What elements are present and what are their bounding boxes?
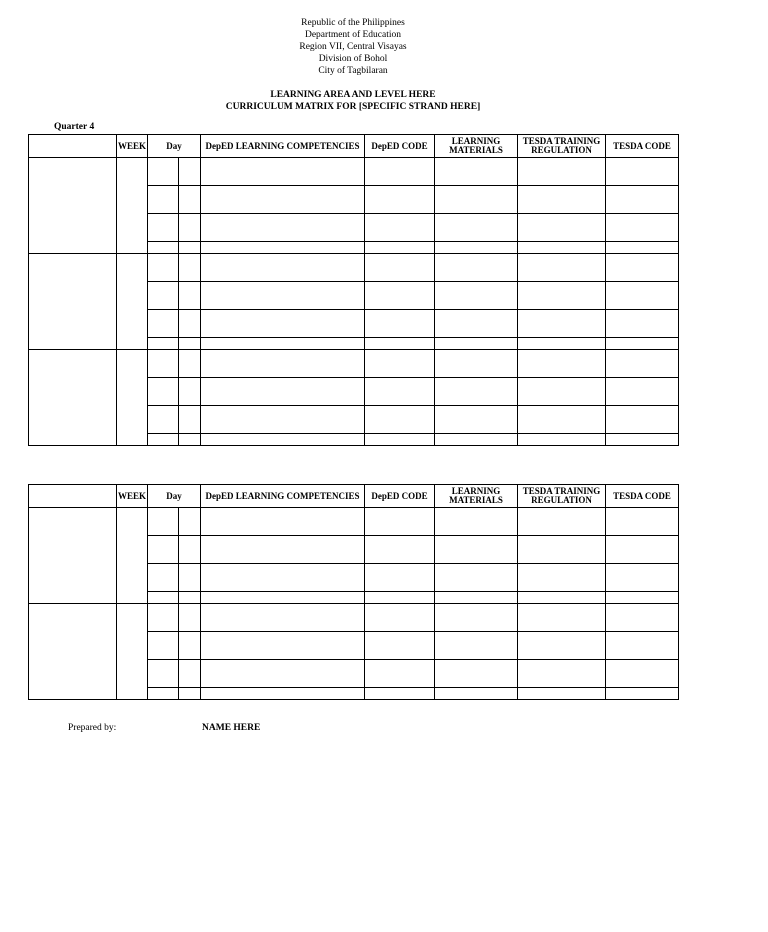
competency-cell[interactable] bbox=[201, 604, 365, 632]
tesda-regulation-header-text: TESDA TRAINING bbox=[522, 136, 601, 146]
day-cell[interactable] bbox=[148, 158, 179, 186]
tesda-code-cell[interactable] bbox=[606, 378, 679, 406]
regulation-cell[interactable] bbox=[518, 158, 606, 186]
day-sub-cell[interactable] bbox=[179, 350, 201, 378]
regulation-cell[interactable] bbox=[518, 508, 606, 536]
prepared-by-label: Prepared by: bbox=[68, 723, 117, 733]
preparer-name: NAME HERE bbox=[202, 723, 261, 733]
deped-code-cell[interactable] bbox=[365, 282, 435, 310]
materials-cell[interactable] bbox=[435, 406, 518, 434]
deped-code-cell[interactable] bbox=[365, 632, 435, 660]
regulation-cell[interactable] bbox=[518, 338, 606, 350]
day-cell[interactable] bbox=[148, 508, 179, 536]
competency-cell[interactable] bbox=[201, 310, 365, 338]
day-sub-cell[interactable] bbox=[179, 242, 201, 254]
materials-cell[interactable] bbox=[435, 604, 518, 632]
tesda-code-cell[interactable] bbox=[606, 186, 679, 214]
subject-cell[interactable] bbox=[29, 158, 117, 254]
deped-code-cell[interactable] bbox=[365, 688, 435, 700]
deped-code-cell[interactable] bbox=[365, 158, 435, 186]
day-header-text: Day bbox=[166, 140, 182, 151]
week-cell[interactable] bbox=[117, 254, 148, 350]
materials-cell[interactable] bbox=[435, 378, 518, 406]
tesda-code-header bbox=[606, 135, 679, 158]
tesda-code-cell[interactable] bbox=[606, 282, 679, 310]
regulation-cell[interactable] bbox=[518, 282, 606, 310]
tesda-regulation-header bbox=[518, 485, 606, 508]
table-header-row bbox=[29, 135, 679, 158]
day-sub-cell[interactable] bbox=[179, 186, 201, 214]
competency-cell[interactable] bbox=[201, 660, 365, 688]
day-sub-cell[interactable] bbox=[179, 508, 201, 536]
competency-cell[interactable] bbox=[201, 508, 365, 536]
competency-cell[interactable] bbox=[201, 242, 365, 254]
competency-cell[interactable] bbox=[201, 338, 365, 350]
deped-code-cell[interactable] bbox=[365, 214, 435, 242]
deped-code-cell[interactable] bbox=[365, 310, 435, 338]
day-cell[interactable] bbox=[148, 564, 179, 592]
regulation-cell[interactable] bbox=[518, 214, 606, 242]
learning-materials-header bbox=[435, 485, 518, 508]
competencies-header-text: DepED LEARNING COMPETENCIES bbox=[205, 490, 360, 501]
tesda-code-cell[interactable] bbox=[606, 254, 679, 282]
day-sub-cell[interactable] bbox=[179, 434, 201, 446]
day-sub-cell[interactable] bbox=[179, 592, 201, 604]
regulation-cell[interactable] bbox=[518, 254, 606, 282]
tesda-code-cell[interactable] bbox=[606, 338, 679, 350]
competencies-header bbox=[201, 485, 365, 508]
day-header bbox=[148, 135, 201, 158]
regulation-cell[interactable] bbox=[518, 378, 606, 406]
deped-code-cell[interactable] bbox=[365, 406, 435, 434]
learning-materials-header-text: MATERIALS bbox=[449, 145, 503, 155]
document-titles bbox=[0, 89, 706, 113]
deped-code-cell[interactable] bbox=[365, 338, 435, 350]
regulation-cell[interactable] bbox=[518, 688, 606, 700]
deped-code-cell[interactable] bbox=[365, 660, 435, 688]
tesda-code-cell[interactable] bbox=[606, 536, 679, 564]
materials-cell[interactable] bbox=[435, 310, 518, 338]
day-cell[interactable] bbox=[148, 406, 179, 434]
table-row bbox=[29, 604, 679, 632]
day-sub-cell[interactable] bbox=[179, 310, 201, 338]
day-sub-cell[interactable] bbox=[179, 214, 201, 242]
materials-cell[interactable] bbox=[435, 338, 518, 350]
competencies-header bbox=[201, 135, 365, 158]
week-header bbox=[117, 485, 148, 508]
regulation-cell[interactable] bbox=[518, 242, 606, 254]
competency-cell[interactable] bbox=[201, 254, 365, 282]
materials-cell[interactable] bbox=[435, 508, 518, 536]
week-header-text: WEEK bbox=[117, 490, 146, 501]
tesda-code-cell[interactable] bbox=[606, 242, 679, 254]
deped-code-cell[interactable] bbox=[365, 508, 435, 536]
table-row bbox=[29, 254, 679, 282]
competency-cell[interactable] bbox=[201, 378, 365, 406]
deped-code-header bbox=[365, 135, 435, 158]
deped-code-header-text: DepED CODE bbox=[371, 140, 428, 151]
day-sub-cell[interactable] bbox=[179, 158, 201, 186]
competency-cell[interactable] bbox=[201, 406, 365, 434]
tesda-code-cell[interactable] bbox=[606, 632, 679, 660]
day-cell[interactable] bbox=[148, 214, 179, 242]
day-cell[interactable] bbox=[148, 632, 179, 660]
day-cell[interactable] bbox=[148, 688, 179, 700]
materials-cell[interactable] bbox=[435, 434, 518, 446]
competency-cell[interactable] bbox=[201, 434, 365, 446]
day-sub-cell[interactable] bbox=[179, 378, 201, 406]
materials-cell[interactable] bbox=[435, 186, 518, 214]
day-cell[interactable] bbox=[148, 378, 179, 406]
header-line-division: Division of Bohol bbox=[318, 54, 388, 64]
deped-code-cell[interactable] bbox=[365, 536, 435, 564]
subject-cell[interactable] bbox=[29, 254, 117, 350]
competency-cell[interactable] bbox=[201, 186, 365, 214]
curriculum-matrix-table-2 bbox=[28, 484, 679, 700]
tesda-code-cell[interactable] bbox=[606, 350, 679, 378]
competency-cell[interactable] bbox=[201, 282, 365, 310]
materials-cell[interactable] bbox=[435, 282, 518, 310]
deped-code-header-text: DepED CODE bbox=[371, 490, 428, 501]
day-cell[interactable] bbox=[148, 434, 179, 446]
deped-code-cell[interactable] bbox=[365, 604, 435, 632]
tesda-regulation-header-text: REGULATION bbox=[531, 145, 592, 155]
week-header-text: WEEK bbox=[117, 140, 146, 151]
tesda-code-cell[interactable] bbox=[606, 688, 679, 700]
table-row bbox=[29, 158, 679, 186]
regulation-cell[interactable] bbox=[518, 564, 606, 592]
deped-code-header bbox=[365, 485, 435, 508]
day-cell[interactable] bbox=[148, 338, 179, 350]
day-header bbox=[148, 485, 201, 508]
week-header bbox=[117, 135, 148, 158]
deped-code-cell[interactable] bbox=[365, 254, 435, 282]
deped-code-cell[interactable] bbox=[365, 564, 435, 592]
header-line-department: Department of Education bbox=[304, 30, 402, 40]
materials-cell[interactable] bbox=[435, 214, 518, 242]
tesda-code-cell[interactable] bbox=[606, 564, 679, 592]
day-cell[interactable] bbox=[148, 536, 179, 564]
competency-cell[interactable] bbox=[201, 214, 365, 242]
subject-cell[interactable] bbox=[29, 350, 117, 446]
deped-code-cell[interactable] bbox=[365, 592, 435, 604]
curriculum-matrix-title: CURRICULUM MATRIX FOR [SPECIFIC STRAND HERE] bbox=[225, 102, 481, 112]
materials-cell[interactable] bbox=[435, 688, 518, 700]
materials-cell[interactable] bbox=[435, 660, 518, 688]
tesda-code-cell[interactable] bbox=[606, 310, 679, 338]
regulation-cell[interactable] bbox=[518, 310, 606, 338]
learning-materials-header-text: LEARNING bbox=[451, 486, 501, 496]
regulation-cell[interactable] bbox=[518, 434, 606, 446]
week-cell[interactable] bbox=[117, 604, 148, 700]
header-line-city: City of Tagbilaran bbox=[318, 66, 388, 76]
materials-cell[interactable] bbox=[435, 564, 518, 592]
header-line-republic: Republic of the Philippines bbox=[301, 18, 405, 28]
tesda-code-cell[interactable] bbox=[606, 214, 679, 242]
table-row bbox=[29, 508, 679, 536]
day-cell[interactable] bbox=[148, 282, 179, 310]
day-sub-cell[interactable] bbox=[179, 406, 201, 434]
day-sub-cell[interactable] bbox=[179, 688, 201, 700]
subject-cell[interactable] bbox=[29, 508, 117, 604]
learning-materials-header-text: MATERIALS bbox=[449, 495, 503, 505]
materials-cell[interactable] bbox=[435, 158, 518, 186]
day-sub-cell[interactable] bbox=[179, 536, 201, 564]
day-sub-cell[interactable] bbox=[179, 604, 201, 632]
tesda-regulation-header-text: REGULATION bbox=[531, 495, 592, 505]
competency-cell[interactable] bbox=[201, 632, 365, 660]
day-cell[interactable] bbox=[148, 592, 179, 604]
deped-code-cell[interactable] bbox=[365, 378, 435, 406]
day-cell[interactable] bbox=[148, 186, 179, 214]
day-sub-cell[interactable] bbox=[179, 564, 201, 592]
tesda-code-cell[interactable] bbox=[606, 604, 679, 632]
week-cell[interactable] bbox=[117, 350, 148, 446]
materials-cell[interactable] bbox=[435, 536, 518, 564]
learning-area-title: LEARNING AREA AND LEVEL HERE bbox=[270, 90, 436, 100]
deped-code-cell[interactable] bbox=[365, 186, 435, 214]
learning-materials-header-text: LEARNING bbox=[451, 136, 501, 146]
regulation-cell[interactable] bbox=[518, 604, 606, 632]
tesda-code-cell[interactable] bbox=[606, 592, 679, 604]
day-sub-cell[interactable] bbox=[179, 282, 201, 310]
competency-cell[interactable] bbox=[201, 350, 365, 378]
regulation-cell[interactable] bbox=[518, 660, 606, 688]
tesda-code-cell[interactable] bbox=[606, 434, 679, 446]
table-row bbox=[29, 350, 679, 378]
materials-cell[interactable] bbox=[435, 632, 518, 660]
day-cell[interactable] bbox=[148, 242, 179, 254]
curriculum-matrix-table-1 bbox=[28, 134, 679, 446]
materials-cell[interactable] bbox=[435, 242, 518, 254]
competencies-header-text: DepED LEARNING COMPETENCIES bbox=[205, 140, 360, 151]
table-header-row bbox=[29, 485, 679, 508]
quarter-label: Quarter 4 bbox=[54, 122, 95, 132]
subject-header-cell bbox=[29, 135, 117, 158]
day-cell[interactable] bbox=[148, 660, 179, 688]
day-cell[interactable] bbox=[148, 350, 179, 378]
day-sub-cell[interactable] bbox=[179, 254, 201, 282]
tesda-code-header-text: TESDA CODE bbox=[613, 490, 671, 501]
tesda-regulation-header-text: TESDA TRAINING bbox=[522, 486, 601, 496]
header-line-region: Region VII, Central Visayas bbox=[299, 42, 407, 52]
regulation-cell[interactable] bbox=[518, 536, 606, 564]
day-sub-cell[interactable] bbox=[179, 660, 201, 688]
competency-cell[interactable] bbox=[201, 688, 365, 700]
competency-cell[interactable] bbox=[201, 158, 365, 186]
day-sub-cell[interactable] bbox=[179, 632, 201, 660]
tesda-code-cell[interactable] bbox=[606, 508, 679, 536]
tesda-code-header bbox=[606, 485, 679, 508]
deped-code-cell[interactable] bbox=[365, 434, 435, 446]
document-header bbox=[0, 17, 706, 77]
week-cell[interactable] bbox=[117, 508, 148, 604]
materials-cell[interactable] bbox=[435, 350, 518, 378]
regulation-cell[interactable] bbox=[518, 632, 606, 660]
deped-code-cell[interactable] bbox=[365, 350, 435, 378]
regulation-cell[interactable] bbox=[518, 350, 606, 378]
day-cell[interactable] bbox=[148, 254, 179, 282]
competency-cell[interactable] bbox=[201, 592, 365, 604]
deped-code-cell[interactable] bbox=[365, 242, 435, 254]
competency-cell[interactable] bbox=[201, 536, 365, 564]
day-header-text: Day bbox=[166, 490, 182, 501]
day-cell[interactable] bbox=[148, 310, 179, 338]
week-cell[interactable] bbox=[117, 158, 148, 254]
materials-cell[interactable] bbox=[435, 592, 518, 604]
day-sub-cell[interactable] bbox=[179, 338, 201, 350]
materials-cell[interactable] bbox=[435, 254, 518, 282]
competency-cell[interactable] bbox=[201, 564, 365, 592]
tesda-code-cell[interactable] bbox=[606, 158, 679, 186]
regulation-cell[interactable] bbox=[518, 592, 606, 604]
subject-cell[interactable] bbox=[29, 604, 117, 700]
tesda-code-cell[interactable] bbox=[606, 406, 679, 434]
learning-materials-header bbox=[435, 135, 518, 158]
subject-header-cell bbox=[29, 485, 117, 508]
regulation-cell[interactable] bbox=[518, 186, 606, 214]
tesda-code-cell[interactable] bbox=[606, 660, 679, 688]
tesda-code-header-text: TESDA CODE bbox=[613, 140, 671, 151]
regulation-cell[interactable] bbox=[518, 406, 606, 434]
day-cell[interactable] bbox=[148, 604, 179, 632]
tesda-regulation-header bbox=[518, 135, 606, 158]
